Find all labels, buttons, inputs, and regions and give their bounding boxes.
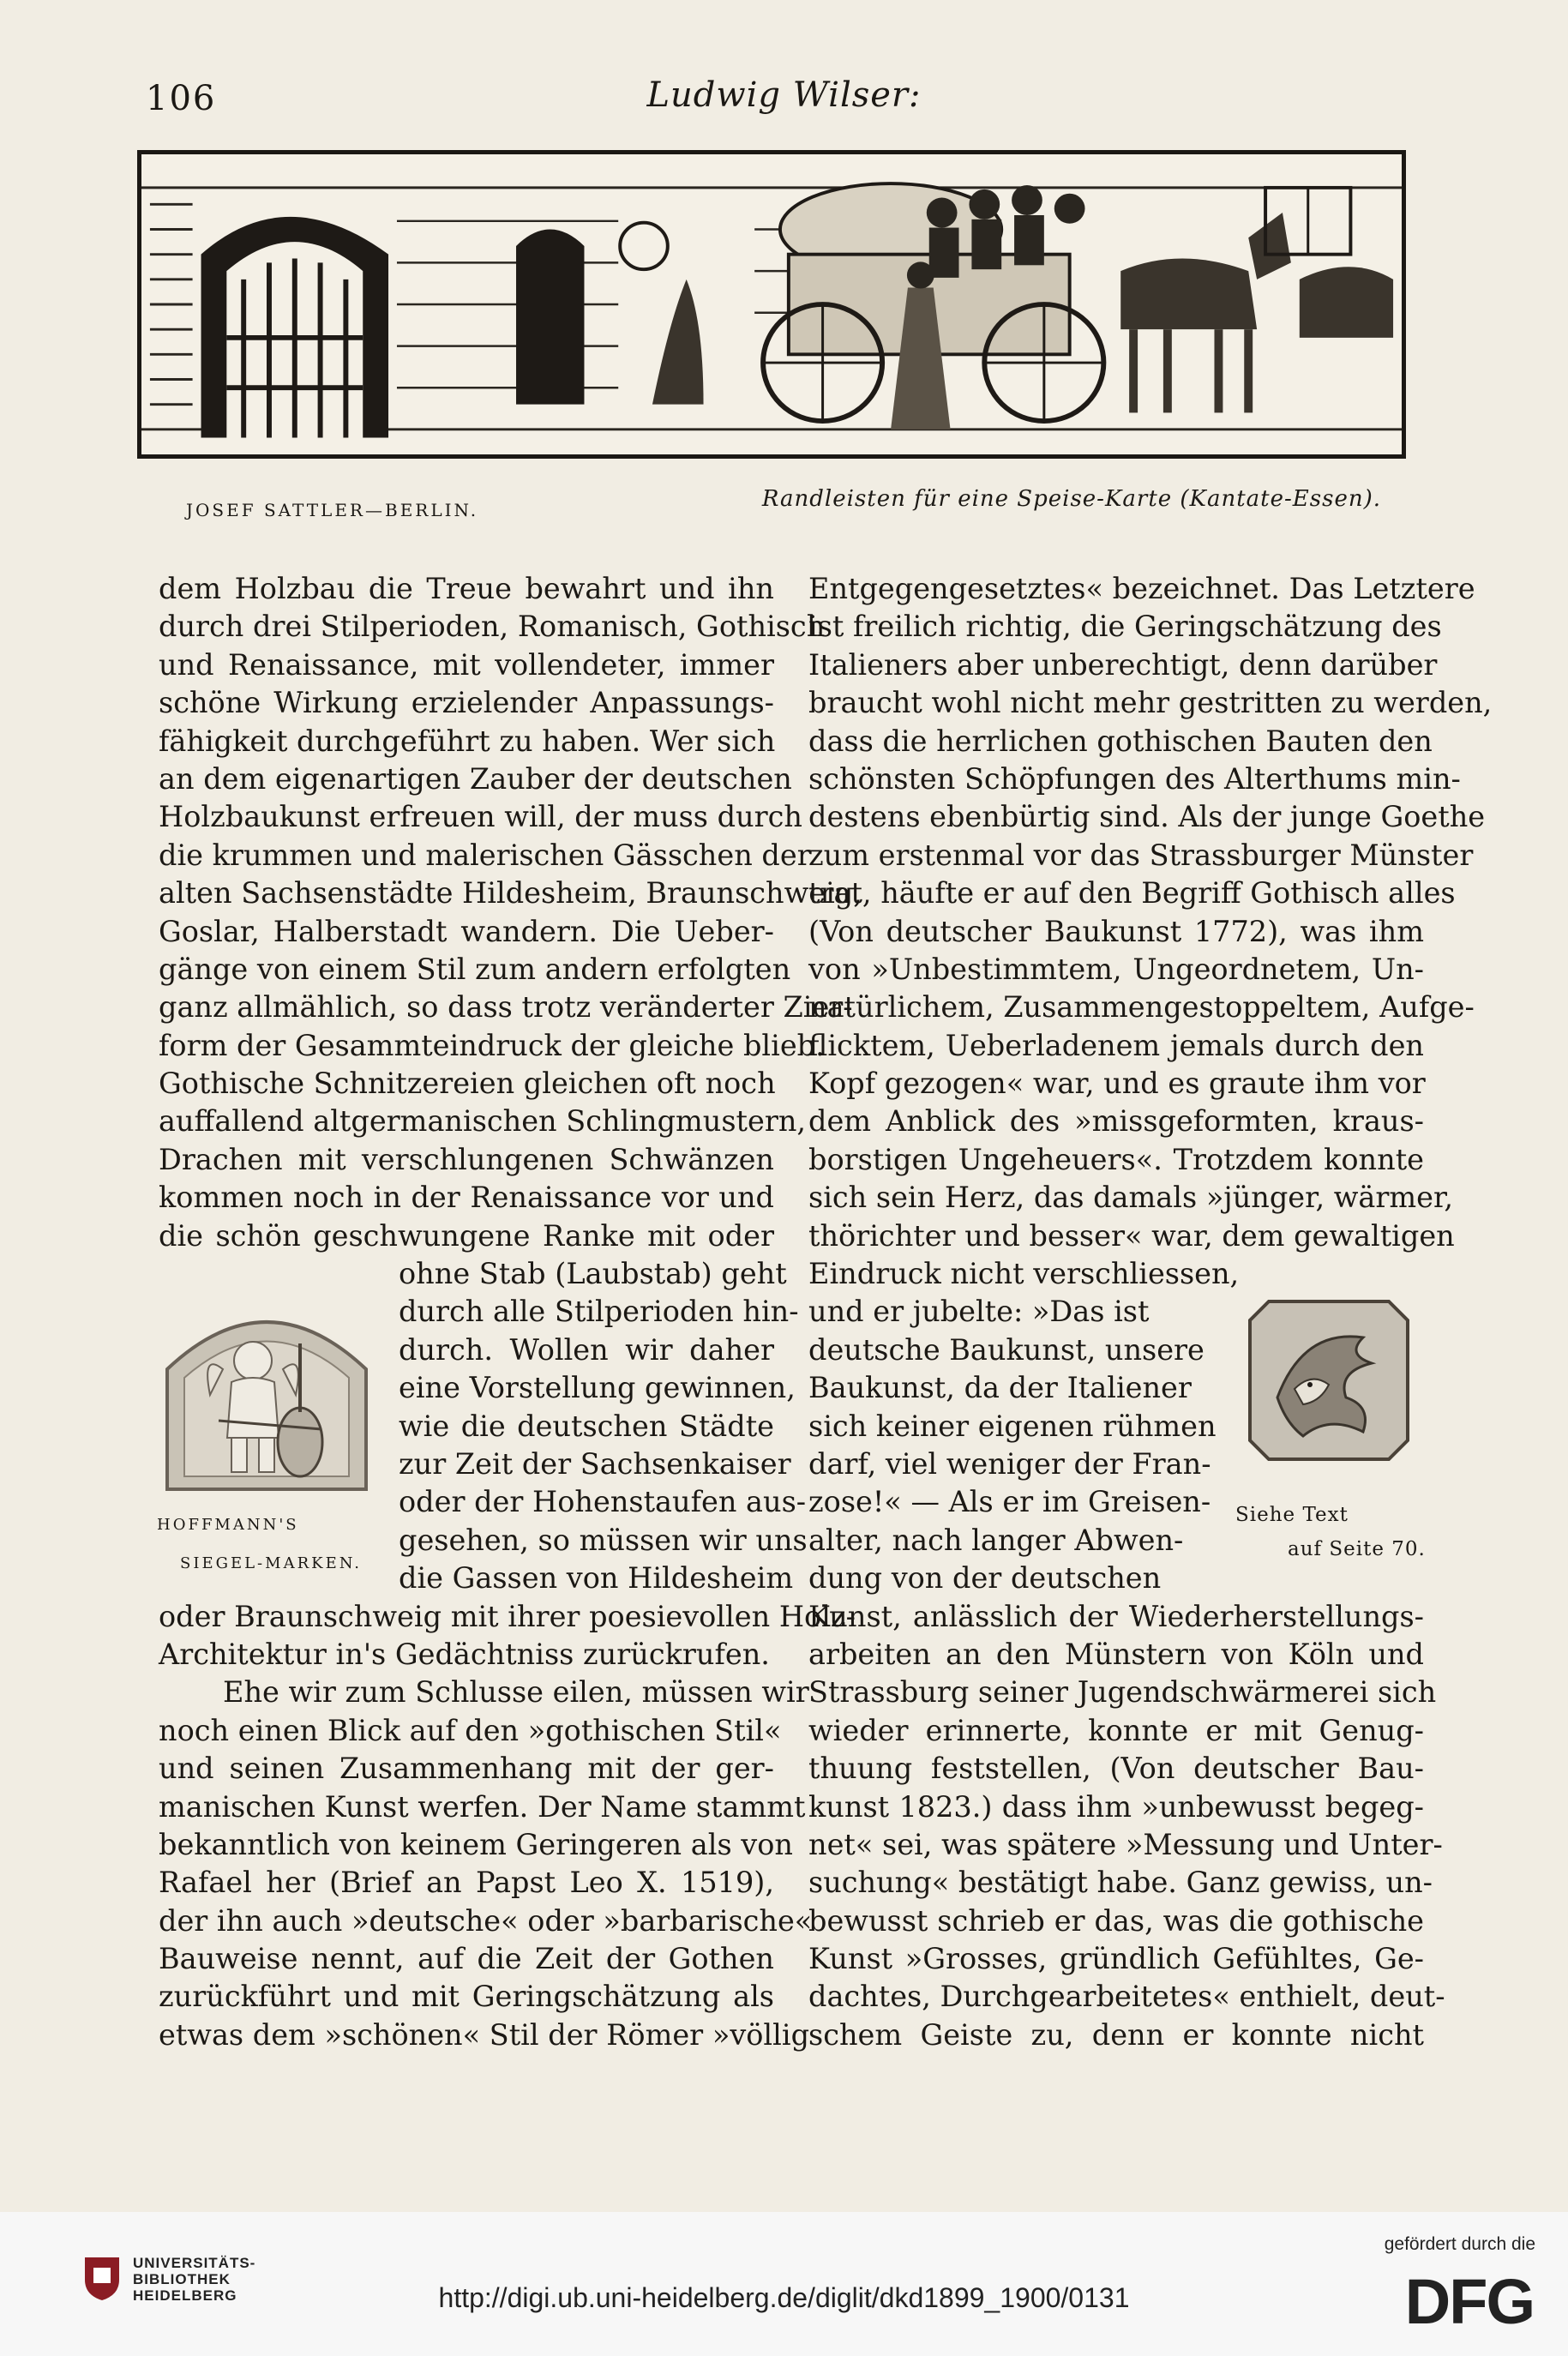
text-line: gesehen, so müssen wir uns (399, 1523, 808, 1557)
text-line: alten Sachsenstädte Hildesheim, Braunschweig, (159, 876, 862, 911)
text-line: die krummen und malerischen Gässchen der (159, 838, 811, 872)
text-line: zose!« — Als er im Greisen- (808, 1485, 1211, 1519)
text-line: noch einen Blick auf den »gothischen Stil« (159, 1713, 782, 1747)
text-line: arbeiten an den Münstern von Köln und (808, 1637, 1424, 1671)
text-line: Ehe wir zum Schlusse eilen, müssen wir (223, 1675, 809, 1710)
text-line: und seinen Zusammenhang mit der ger- (159, 1752, 774, 1786)
text-line: der ihn auch »deutsche« oder »barbarische« (159, 1903, 813, 1938)
seal-relief-image (159, 1292, 375, 1496)
text-line: Kunst »Grosses, gründlich Gefühltes, Ge- (808, 1942, 1424, 1976)
text-line: Italieners aber unberechtigt, denn darüber (808, 647, 1438, 682)
text-line: Baukunst, da der Italiener (808, 1371, 1192, 1405)
text-line: eine Vorstellung gewinnen, (399, 1371, 796, 1405)
text-line: Gothische Schnitzereien gleichen oft noch (159, 1067, 776, 1101)
text-line: etwas dem »schönen« Stil der Römer »völlig (159, 2017, 810, 2052)
text-line: dem Anblick des »missgeformten, kraus- (808, 1104, 1424, 1139)
text-line: gänge von einem Stil zum andern erfolgten (159, 952, 791, 986)
text-line: zum erstenmal vor das Strassburger Münster (808, 838, 1474, 872)
text-line: wieder erinnerte, konnte er mit Genug- (808, 1713, 1424, 1747)
text-line: und er jubelte: »Das ist (808, 1295, 1150, 1329)
text-line: darf, viel weniger der Fran- (808, 1446, 1211, 1481)
page-number: 106 (146, 79, 217, 118)
text-line: Bauweise nennt, auf die Zeit der Gothen (159, 1942, 774, 1976)
woodcut-banner-illustration (137, 150, 1406, 459)
text-line: Kopf gezogen« war, und es graute ihm vor (808, 1067, 1426, 1101)
text-line: Drachen mit verschlungenen Schwänzen (159, 1142, 774, 1176)
banner-caption: Randleisten für eine Speise-Karte (Kantate-Essen). (761, 486, 1381, 512)
text-line: die Gassen von Hildesheim (399, 1561, 794, 1596)
text-line: trat, häufte er auf den Begriff Gothisch alles (808, 876, 1456, 911)
text-line: fähigkeit durchgeführt zu haben. Wer sich (159, 724, 776, 758)
text-line: oder der Hohenstaufen aus- (399, 1485, 807, 1519)
text-line: dem Holzbau die Treue bewahrt und ihn (159, 572, 774, 605)
text-line: kommen noch in der Renaissance vor und (159, 1181, 774, 1215)
text-line: flicktem, Ueberladenem jemals durch den (808, 1028, 1424, 1062)
text-line: kunst 1823.) dass ihm »unbewusst begeg- (808, 1789, 1424, 1824)
text-line: Holzbaukunst erfreuen will, der muss durch (159, 800, 802, 834)
text-line: dung von der deutschen (808, 1561, 1162, 1596)
text-line: alter, nach langer Abwen- (808, 1523, 1184, 1557)
institution-line: UNIVERSITÄTS- (133, 2255, 256, 2271)
text-line: bewusst schrieb er das, was die gothische (808, 1903, 1424, 1938)
dfg-logo: DFG (1404, 2266, 1534, 2337)
putto-seal-illustration (159, 1292, 375, 1496)
text-line: deutsche Baukunst, unsere (808, 1332, 1205, 1367)
institution-line: HEIDELBERG (133, 2287, 237, 2304)
text-line: an dem eigenartigen Zauber der deutschen (159, 761, 792, 796)
text-line: Strassburg seiner Jugendschwärmerei sich (808, 1675, 1437, 1710)
illustrator-credit: JOSEF SATTLER—BERLIN. (186, 500, 479, 520)
text-line: wie die deutschen Städte (399, 1409, 774, 1443)
text-line: Entgegengesetztes« bezeichnet. Das Letztere (808, 572, 1475, 605)
text-line: braucht wohl nicht mehr gestritten zu werden, (808, 686, 1493, 720)
text-line: Kunst, anlässlich der Wiederherstellungs- (808, 1599, 1424, 1633)
text-line: von »Unbestimmtem, Ungeordnetem, Un- (808, 952, 1424, 986)
eagle-caption-line1: Siehe Text (1235, 1504, 1349, 1526)
text-line: (Von deutscher Baukunst 1772), was ihm (808, 914, 1424, 948)
text-line: thuung feststellen, (Von deutscher Bau- (808, 1752, 1424, 1786)
eagle-seal-illustration (1243, 1295, 1415, 1466)
digitization-footer (0, 2212, 1568, 2356)
text-line: schöne Wirkung erzielender Anpassungs- (159, 686, 774, 720)
text-line: Architektur in's Gedächtniss zurückrufen. (159, 1637, 770, 1671)
text-line: zurückführt und mit Geringschätzung als (159, 1980, 774, 2014)
text-line: manischen Kunst werfen. Der Name stammt (159, 1789, 806, 1824)
text-line: suchung« bestätigt habe. Ganz gewiss, un- (808, 1866, 1433, 1900)
text-line: ganz allmählich, so dass trotz veränderter Zier- (159, 990, 853, 1025)
eagle-relief-image (1243, 1295, 1415, 1466)
woodcut-street-scene (141, 154, 1402, 454)
text-line: auffallend altgermanischen Schlingmustern, (159, 1104, 807, 1139)
text-line: ohne Stab (Laubstab) geht (399, 1257, 787, 1291)
seal-caption-line2: SIEGEL-MARKEN. (180, 1554, 363, 1572)
text-line: Eindruck nicht verschliessen, (808, 1257, 1240, 1291)
text-line: und Renaissance, mit vollendeter, immer (159, 647, 774, 682)
text-line: oder Braunschweig mit ihrer poesievollen Holz- (159, 1599, 856, 1633)
text-line: durch drei Stilperioden, Romanisch, Gothisch (159, 610, 826, 644)
text-line: destens ebenbürtig sind. Als der junge Goethe (808, 800, 1486, 834)
text-line: dass die herrlichen gothischen Bauten den (808, 724, 1433, 758)
text-line: zur Zeit der Sachsenkaiser (399, 1446, 791, 1481)
text-line: schönsten Schöpfungen des Alterthums min- (808, 761, 1461, 796)
text-line: durch alle Stilperioden hin- (399, 1295, 799, 1329)
text-line: sich keiner eigenen rühmen (808, 1409, 1217, 1443)
text-line: natürlichem, Zusammengestoppeltem, Aufge- (808, 990, 1475, 1025)
text-line: net« sei, was spätere »Messung und Unter- (808, 1827, 1443, 1861)
text-line: schem Geiste zu, denn er konnte nicht (808, 2017, 1424, 2052)
text-line: borstigen Ungeheuers«. Trotzdem konnte (808, 1142, 1424, 1176)
source-url-link[interactable]: http://digi.ub.uni-heidelberg.de/diglit/dkd1899_1900/0131 (438, 2282, 1130, 2313)
text-line: dachtes, Durchgearbeitetes« enthielt, deut- (808, 1980, 1445, 2014)
text-line: Rafael her (Brief an Papst Leo X. 1519), (159, 1866, 774, 1900)
institution-line: BIBLIOTHEK (133, 2271, 231, 2287)
text-line: bekanntlich von keinem Geringeren als von (159, 1827, 793, 1861)
text-line: ist freilich richtig, die Geringschätzung des (808, 610, 1442, 644)
text-line: Goslar, Halberstadt wandern. Die Ueber- (159, 914, 774, 948)
funding-label: gefördert durch die (1384, 2234, 1535, 2254)
text-line: form der Gesammteindruck der gleiche blieb. (159, 1028, 825, 1062)
text-line: sich sein Herz, das damals »jünger, wärmer, (808, 1181, 1453, 1215)
seal-caption-line1: HOFFMANN'S (157, 1516, 299, 1534)
running-head: Ludwig Wilser: (646, 75, 922, 115)
text-line: durch. Wollen wir daher (399, 1332, 774, 1367)
text-line: thörichter und besser« war, dem gewaltigen (808, 1218, 1455, 1253)
text-line: die schön geschwungene Ranke mit oder (159, 1218, 774, 1253)
eagle-caption-line2: auf Seite 70. (1288, 1538, 1426, 1560)
